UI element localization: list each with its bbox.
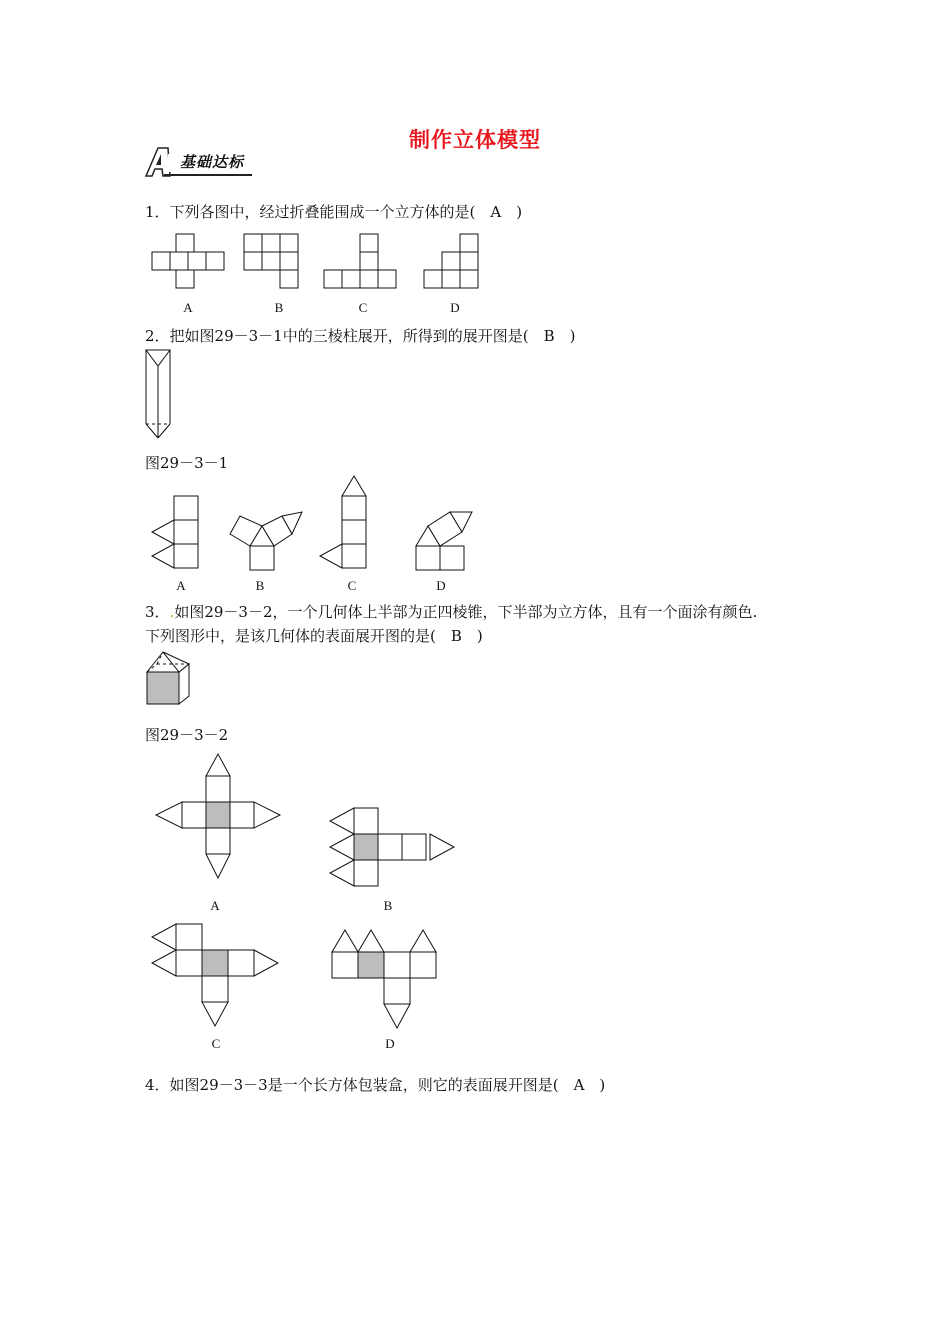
question-1-text: 1．下列各图中，经过折叠能围成一个立方体的是( A )	[145, 203, 523, 221]
question-3-line-1	[145, 600, 757, 624]
badge-text: 基础达标	[180, 153, 245, 171]
question-2-text: 2．把如图29－3－1中的三棱柱展开，所得到的展开图是( B )	[145, 327, 576, 345]
q1-net-a	[152, 234, 224, 288]
q1-net-d	[424, 234, 478, 288]
section-badge	[144, 146, 256, 178]
q2-label-d: D	[436, 578, 446, 593]
q3-label-a: A	[210, 898, 220, 913]
q3-label-c: C	[211, 1036, 221, 1051]
question-3-dot: .	[169, 603, 175, 621]
q3-label-b: B	[383, 898, 393, 913]
q1-label-c: C	[358, 300, 368, 315]
q1-nets	[150, 232, 450, 290]
page-title: 制作立体模型	[409, 128, 541, 152]
q3-figure-caption: 图29－3－2	[145, 726, 229, 744]
q1-net-b	[244, 234, 298, 288]
q2-figure-caption: 图29－3－1	[145, 454, 229, 472]
question-3-text: 如图29－3－2，一个几何体上半部为正四棱锥，下半部为立方体，且有一个面涂有颜色.	[174, 603, 758, 621]
q3-net-b	[330, 808, 454, 886]
q2-label-c: C	[347, 578, 357, 593]
q2-label-a: A	[176, 578, 186, 593]
q3-net-c	[152, 924, 278, 1026]
q3-nets	[150, 750, 470, 1060]
q1-label-d: D	[450, 300, 460, 315]
q3-net-a	[156, 754, 280, 878]
q2-net-d	[416, 512, 472, 570]
q3-net-d	[332, 930, 436, 1028]
q2-net-c	[320, 476, 366, 568]
q2-label-b: B	[255, 578, 265, 593]
q2-net-a	[152, 496, 198, 568]
q2-net-b	[230, 512, 302, 570]
q2-nets	[146, 474, 476, 576]
question-3-number: 3．	[145, 603, 170, 621]
question-4-text: 4．如图29－3－3是一个长方体包装盒，则它的表面展开图是( A )	[145, 1076, 606, 1094]
q1-net-c	[324, 234, 396, 288]
question-3-line-2: 下列图形中，是该几何体的表面展开图的是( B )	[145, 627, 483, 645]
q1-label-b: B	[274, 300, 284, 315]
q3-pyramid-cube	[145, 648, 195, 710]
q1-label-a: A	[183, 300, 193, 315]
q3-label-d: D	[385, 1036, 395, 1051]
q2-triangular-prism	[144, 348, 174, 440]
